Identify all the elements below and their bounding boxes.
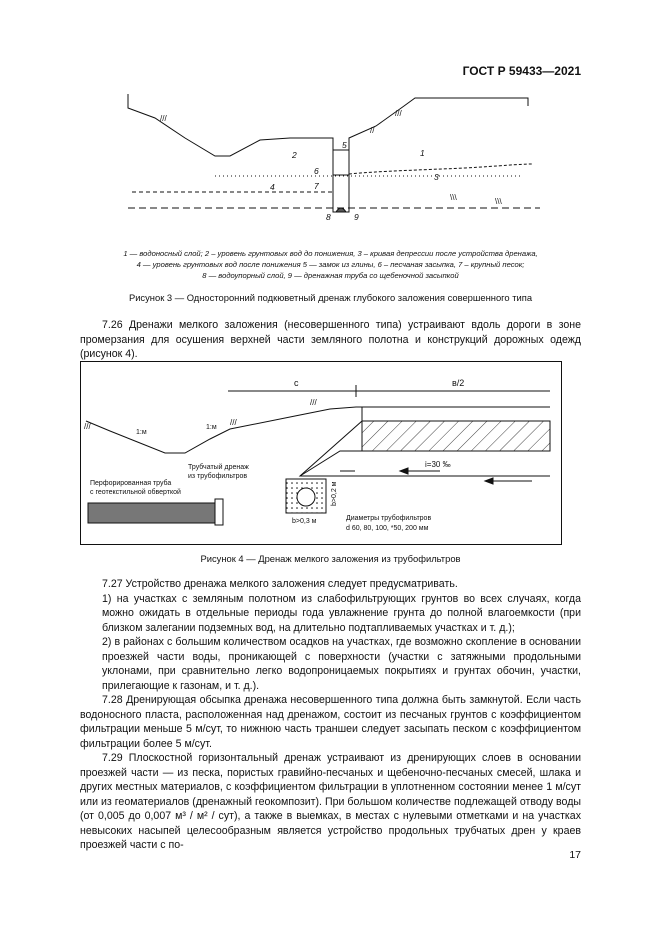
fig3-label-6: 6 — [314, 166, 319, 176]
svg-text:///: /// — [310, 398, 317, 407]
svg-text:\\\: \\\ — [450, 193, 457, 202]
tube-filter — [297, 488, 315, 506]
label-perf-2: с геотекстильной обверткой — [90, 489, 181, 496]
slope-label-1: 1:м — [136, 429, 147, 436]
body-text — [80, 577, 581, 853]
figure-4-caption: Рисунок 4 — Дренаж мелкого заложения из трубофильтров — [200, 553, 461, 564]
svg-text:///: /// — [84, 422, 91, 431]
label-perf-1: Перфорированная труба — [90, 480, 172, 487]
drain-trench — [333, 150, 349, 212]
fig3-label-3: 3 — [434, 172, 439, 182]
paragraph-7-29: 7.29 Плоскостной горизонтальный дренаж устраивают из дренирующих слоев в основании проезжей части — из песка, пористых гравийно-песчаных и щебеночно-песчаных смесей, шлака и других местных материалов, с коэффициентом фильтрации в уплотненном состоянии менее 1 м/сут или из геоматериалов (дренажный геокомпозит). При большом количестве подлежащей отводу воды (от 0,005 до 0,007 м³ / м² / сут), а также в выемках, в местах с нулевыми отметками и на участках невысоких насыпей целесообразным является устройство продольных трубчатых дрен у краев проезжей части с по- — [80, 752, 581, 851]
label-tube-1: Трубчатый дренаж — [188, 464, 249, 471]
dim-h: b>0,2 м — [331, 481, 338, 506]
svg-text:///: /// — [395, 109, 402, 118]
fig3-label-2: 2 — [292, 150, 297, 160]
figure-4-drawing — [80, 361, 562, 545]
pipe — [336, 208, 346, 212]
figure-3-drawing — [120, 88, 540, 228]
paragraph-7-26: 7.26 Дренажи мелкого заложения (несовершенного типа) устраивают вдоль дороги в зоне промерзания для осушения верхней части земляного полотна и конструкций дорожных одежд (рисунок 4). — [80, 319, 581, 360]
dim-b: b>0,3 м — [292, 518, 317, 525]
svg-text:\\\: \\\ — [495, 197, 502, 206]
fig3-label-7: 7 — [314, 181, 319, 191]
figure-3-caption: Рисунок 3 — Односторонний подкюветный дренаж глубокого заложения совершенного типа — [128, 292, 533, 303]
paragraph-7-27-1: 1) на участках с земляным полотном из слабофильтрующих грунтов во всех случаях, когда можно ожидать в отдельные периоды года увлажнение грунта до полной влагоемкости (при близком залегании подземных вод, на длительно подтапливаемых участках и т. д.); — [102, 592, 581, 634]
figure-3-legend: 1 — водоносный слой; 2 – уровень грунтовых вод до понижения, 3 – кривая депрессии после устройства дренажа, 4 — уровень грунтовых вод после понижения 5 — замок из глины, 6 – песчаная засыпка, 7 – крупный песок; 8 — водоупорный слой, 9 — дренажная труба со щебеночной засыпкой — [123, 249, 538, 280]
dim-b-half: в/2 — [452, 378, 465, 388]
label-tube-2: из трубофильтров — [188, 473, 248, 480]
paragraph-7-27-2: 2) в районах с большим количеством осадков на участках, где возможно скопление в основании проезжей части воды, проникающей с поверхности (участки с затяжными продольными уклонами, при сравнительно легко водопроницаемых покрытиях и грунтах обочин, участки, прилегающие к газонам, и т. д.). — [102, 636, 581, 692]
svg-text:///: /// — [160, 114, 167, 123]
perforated-pipe — [88, 503, 216, 523]
fig3-label-1: 1 — [420, 148, 425, 158]
fig3-label-9: 9 — [354, 212, 359, 222]
dim-c: с — [294, 378, 299, 388]
diam-values: d 60, 80, 100, *50, 200 мм — [346, 525, 429, 532]
document-id: ГОСТ Р 59433—2021 — [462, 64, 581, 78]
pavement-hatched — [362, 421, 550, 451]
fig3-label-5: 5 — [342, 140, 347, 150]
fig3-label-4: 4 — [270, 182, 275, 192]
paragraph-7-27: 7.27 Устройство дренажа мелкого заложения следует предусматривать. — [102, 578, 458, 590]
paragraph-7-28: 7.28 Дренирующая обсыпка дренажа несовершенного типа должна быть замкнутой. Если часть водоносного пласта, расположенная над дренажом, состоит из песчаных грунтов с коэффициентом фильтрации меньше 5 м/сут, то нижнюю часть траншеи следует засыпать песком с коэффициентом фильтрации более 5 м/сут. — [80, 694, 581, 750]
depression-curve — [349, 164, 532, 174]
page-number: 17 — [569, 849, 581, 861]
svg-text://: // — [370, 126, 375, 135]
slope-label-2: 1:м — [206, 424, 217, 431]
slope-i: i=30 ‰ — [425, 460, 451, 469]
diam-title: Диаметры трубофильтров — [346, 515, 432, 522]
svg-text:///: /// — [230, 418, 237, 427]
fig3-label-8: 8 — [326, 212, 331, 222]
ground-profile — [128, 94, 528, 156]
